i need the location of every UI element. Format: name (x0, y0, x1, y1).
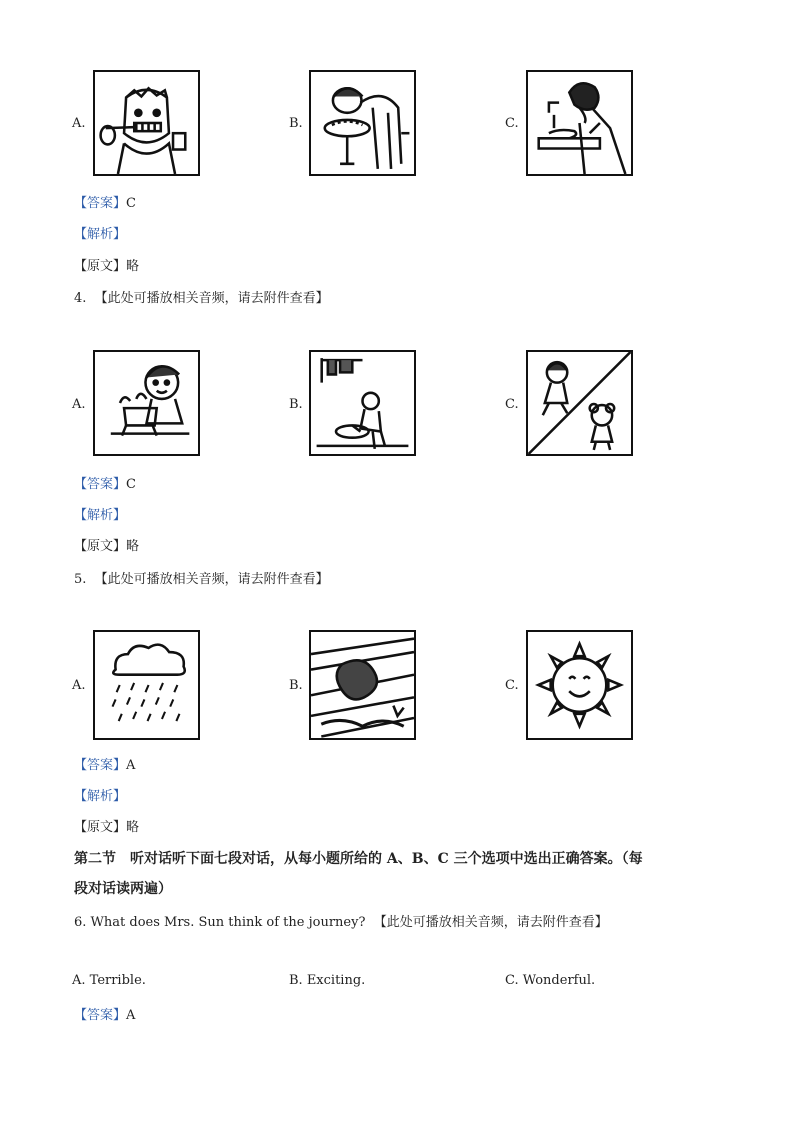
girl-cooking-icon[interactable] (93, 350, 200, 456)
original-label: 【原文】 (74, 259, 127, 274)
question-5-header (74, 568, 329, 587)
option-a[interactable]: A. Terrible. (72, 973, 146, 988)
option-b-label: B. (289, 678, 303, 693)
option-b[interactable]: B. Exciting. (289, 973, 366, 988)
analysis-label: 【解析】 (74, 227, 127, 242)
answer-value: A (126, 1008, 136, 1023)
option-c[interactable]: C. Wonderful. (505, 973, 596, 988)
original-value: 略 (126, 259, 140, 274)
question-number: 4. (74, 291, 87, 306)
audio-note[interactable]: 【此处可播放相关音频，请去附件查看】 (373, 915, 608, 930)
girl-washing-clothes-icon[interactable] (309, 350, 416, 456)
answer-value: C (126, 196, 136, 211)
audio-note[interactable]: 【此处可播放相关音频，请去附件查看】 (94, 572, 329, 587)
option-c-label: C. (505, 397, 519, 412)
answer-line (74, 473, 136, 492)
original-label: 【原文】 (74, 539, 127, 554)
answer-label: 【答案】 (74, 196, 127, 211)
option-b-label: B. (289, 397, 303, 412)
question-6-header (74, 911, 608, 930)
analysis-label: 【解析】 (74, 789, 127, 804)
section-heading-line2: 段对话读两遍） (74, 881, 172, 897)
original-line (74, 255, 139, 274)
answer-value: A (126, 758, 136, 773)
answer-line (74, 754, 135, 773)
section-heading-line1: 第二节 听对话听下面七段对话，从每小题所给的 A、B、C 三个选项中选出正确答案。（每 (74, 851, 643, 867)
question-number: 5. (74, 572, 87, 587)
answer-value: C (126, 477, 136, 492)
boy-washing-face-icon[interactable] (309, 70, 416, 176)
option-a-label: A. (72, 116, 86, 131)
option-c-label: C. (505, 116, 519, 131)
answer-label: 【答案】 (74, 477, 127, 492)
answer-line (74, 192, 136, 211)
original-line (74, 535, 139, 554)
original-value: 略 (126, 539, 140, 554)
boy-brushing-teeth-icon[interactable] (93, 70, 200, 176)
question-text: 6. What does Mrs. Sun think of the journey? (74, 915, 366, 930)
answer-label: 【答案】 (74, 1008, 127, 1023)
answer-label: 【答案】 (74, 758, 127, 773)
smiling-sun-icon[interactable] (526, 630, 633, 740)
man-washing-hands-icon[interactable] (526, 70, 633, 176)
original-label: 【原文】 (74, 820, 127, 835)
option-c-label: C. (505, 678, 519, 693)
question-4-header (74, 287, 329, 306)
original-value: 略 (126, 820, 140, 835)
option-b-label: B. (289, 116, 303, 131)
windy-weather-icon[interactable] (309, 630, 416, 740)
option-a-label: A. (72, 397, 86, 412)
girls-playing-icon[interactable] (526, 350, 633, 456)
answer-line (74, 1004, 135, 1023)
option-a-label: A. (72, 678, 86, 693)
rain-cloud-icon[interactable] (93, 630, 200, 740)
analysis-label: 【解析】 (74, 508, 127, 523)
audio-note[interactable]: 【此处可播放相关音频，请去附件查看】 (94, 291, 329, 306)
original-line (74, 816, 139, 835)
